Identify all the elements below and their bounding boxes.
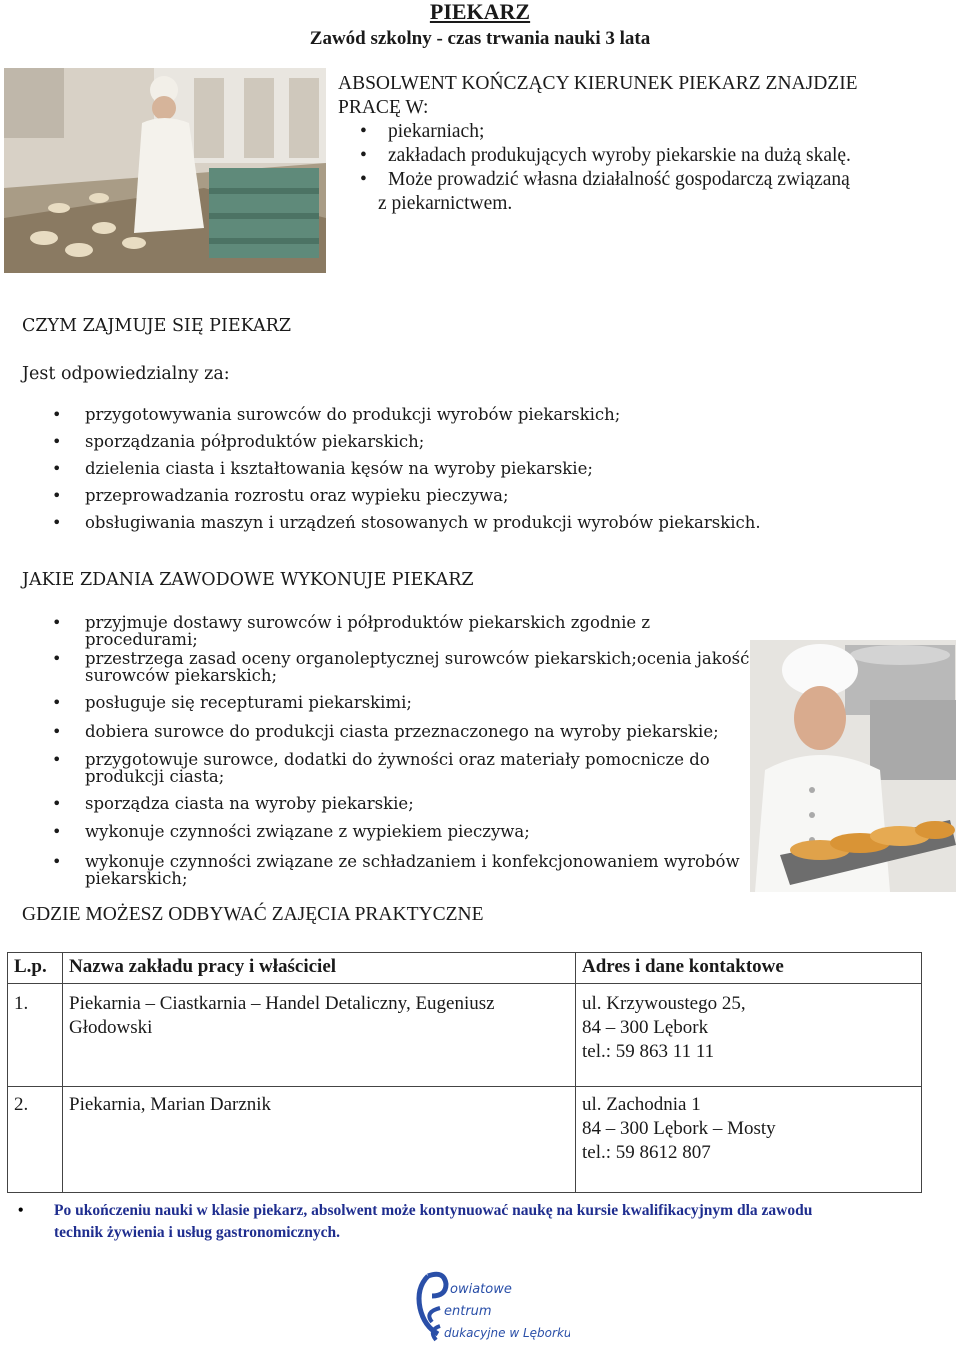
logo-line: owiatowe (450, 1282, 512, 1297)
phone-line: tel.: 59 8612 807 (582, 1142, 711, 1163)
list-item-text: przyjmuje dostawy surowców i półproduktów piekarskich zgodnie z procedurami; (85, 613, 651, 649)
cell-lp: 2. (8, 1087, 63, 1193)
table-header-row (8, 953, 922, 984)
list-item-text: posługuje się recepturami piekarskimi; (85, 693, 412, 712)
list-item-continuation: z piekarnictwem. (378, 193, 513, 214)
absolwent-list (338, 120, 938, 216)
workplaces-table (7, 952, 922, 1193)
column-header: L.p. (8, 953, 63, 984)
page-header (0, 0, 960, 52)
list-item-continuation: surowców piekarskich; (85, 666, 278, 685)
list-item (52, 614, 752, 650)
list-item: • sporządzania półproduktów piekarskich; (52, 431, 812, 458)
column-header: Adres i dane kontaktowe (576, 953, 922, 984)
cell-name (63, 1087, 576, 1193)
continuation-note (18, 1200, 918, 1244)
list-item: • obsługiwania maszyn i urządzeń stosowanych w produkcji wyrobów piekarskich. (52, 512, 812, 539)
list-item: • przygotowywania surowców do produkcji wyrobów piekarskich; (52, 404, 812, 431)
cell-lp: 1. (8, 984, 63, 1087)
list-item: • piekarniach; (338, 120, 938, 144)
list-item: • dzielenia ciasta i kształtowania kęsów na wyroby piekarskie; (52, 458, 812, 485)
list-item-continuation: produkcji ciasta; (85, 767, 225, 786)
absolwent-heading-line1: ABSOLWENT KOŃCZĄCY KIERUNEK PIEKARZ ZNAJDZIE (338, 73, 858, 94)
name-line: Piekarnia – Ciastkarnia – Handel Detaliczny, Eugeniusz (69, 993, 495, 1014)
logo-line: dukacyjne w Lęborku (444, 1326, 570, 1340)
list-item-text: przygotowuje surowce, dodatki do żywności oraz materiały pomocnicze do (85, 750, 710, 769)
cell-address (576, 1087, 922, 1193)
list-item (52, 650, 752, 694)
table-row (8, 984, 922, 1087)
baker-with-bread-photo (750, 640, 956, 892)
bakery-workers-photo (4, 68, 326, 273)
list-item (52, 723, 752, 751)
list-item: • przeprowadzania rozrostu oraz wypieku pieczywa; (52, 485, 812, 512)
tasks-list (52, 614, 752, 889)
list-item-text: sporządza ciasta na wyroby piekarskie; (85, 794, 414, 813)
column-header: Nazwa zakładu pracy i właściciel (63, 953, 576, 984)
pce-lebork-logo (410, 1268, 570, 1343)
absolwent-section (338, 72, 938, 216)
czym-intro: Jest odpowiedzialny za: (22, 364, 230, 384)
list-item (52, 823, 752, 853)
list-item (338, 168, 938, 216)
list-item-text: przestrzega zasad oceny organoleptycznej surowców piekarskich;ocenia jakość (85, 649, 750, 668)
list-item-text: Może prowadzić własna działalność gospodarczą związaną (388, 169, 850, 190)
cell-name (63, 984, 576, 1087)
absolwent-heading-line2: PRACĘ W: (338, 97, 429, 118)
name-line: Piekarnia, Marian Darznik (69, 1094, 272, 1115)
list-item-text: dobiera surowce do produkcji ciasta przeznaczonego na wyroby piekarskie; (85, 722, 719, 741)
note-line: Po ukończeniu nauki w klasie piekarz, absolwent może kontynuować naukę na kursie kwalifikacyjnym dla zawodu (54, 1202, 813, 1219)
address-line: 84 – 300 Lębork – Mosty (582, 1118, 776, 1139)
responsibilities-list (52, 404, 812, 539)
list-item (52, 795, 752, 823)
cell-address (576, 984, 922, 1087)
list-item-text: wykonuje czynności związane z wypiekiem pieczywa; (85, 822, 530, 841)
address-line: 84 – 300 Lębork (582, 1017, 709, 1038)
list-item-text: wykonuje czynności związane ze schładzaniem i konfekcjonowaniem wyrobów (85, 852, 740, 871)
name-line: Głodowski (69, 1017, 153, 1038)
page-subtitle: Zawód szkolny - czas trwania nauki 3 lata (309, 28, 651, 49)
address-line: ul. Zachodnia 1 (582, 1094, 701, 1115)
list-item (52, 694, 752, 723)
list-item-continuation: piekarskich; (85, 869, 188, 888)
address-line: ul. Krzywoustego 25, (582, 993, 746, 1014)
bullet: • (18, 1202, 24, 1219)
table-row (8, 1087, 922, 1193)
note-line: technik żywienia i usług gastronomicznych. (54, 1224, 341, 1241)
list-item (52, 751, 752, 795)
page-title: PIEKARZ (429, 0, 531, 24)
list-item (52, 853, 752, 889)
gdzie-heading: GDZIE MOŻESZ ODBYWAĆ ZAJĘCIA PRAKTYCZNE (22, 904, 484, 925)
phone-line: tel.: 59 863 11 11 (582, 1041, 715, 1062)
list-item: • zakładach produkujących wyroby piekarskie na dużą skalę. (338, 144, 938, 168)
czym-heading: CZYM ZAJMUJE SIĘ PIEKARZ (22, 316, 291, 336)
logo-line: entrum (444, 1304, 492, 1319)
jakie-heading: JAKIE ZDANIA ZAWODOWE WYKONUJE PIEKARZ (22, 570, 474, 590)
